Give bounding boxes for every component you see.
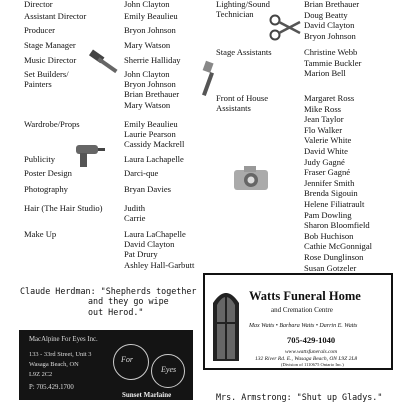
credit-role: Poster Design	[24, 168, 72, 178]
credit-role: Make Up	[24, 229, 57, 239]
credit-role: Set Builders/ Painters	[24, 69, 69, 90]
credit-names: Sherrie Halliday	[124, 55, 181, 65]
credit-role: Wardrobe/Props	[24, 119, 80, 129]
herdman-quote: Claude Herdman: "Shepherds together and they go wipe out Herod."	[20, 286, 197, 317]
watts-funeral-ad: Watts Funeral Home and Cremation Centre Max Watts • Barbara Watts • Darrin E. Watts 705-429-1040 www.wattsfunerals.com 132 River Rd. E., Wasaga Beach, ON L9Z 2L8 (Division of 1110675 Ontario Inc.)	[203, 273, 393, 370]
credit-names: John Clayton Bryon Johnson Brian Brethauer Mary Watson	[124, 69, 180, 110]
camera-icon	[232, 162, 272, 194]
credit-role: Stage Assistants	[216, 47, 272, 57]
drill-icon	[72, 140, 106, 170]
credit-names: Christine Webb Tammie Buckler Marion Bell	[304, 47, 362, 79]
credit-names: Laura Lachapelle	[124, 154, 184, 164]
credit-role: Director	[24, 0, 53, 9]
credit-names: John Clayton	[124, 0, 170, 9]
credit-role: Assistant Director	[24, 11, 87, 21]
paintbrush-icon	[198, 60, 218, 98]
credit-role: Hair (The Hair Studio)	[24, 203, 103, 213]
for-eyes-logo: For Eyes	[113, 342, 187, 388]
funeral-home-name: Watts Funeral Home	[249, 289, 361, 303]
credit-role: Front of House Assistants	[216, 93, 269, 114]
credit-role: Music Director	[24, 55, 77, 65]
credit-role: Publicity	[24, 154, 56, 164]
ad-title: MacAlpine For Eyes Inc.	[29, 336, 98, 343]
credit-names: Mary Watson	[124, 40, 171, 50]
credit-names: Emily Beaulieu Laurie Pearson Cassidy Mackrell	[124, 119, 185, 150]
credit-role: Photography	[24, 184, 68, 194]
credit-names: Brian Brethauer Doug Beatty David Clayton Bryon Johnson	[304, 0, 360, 41]
credit-role: Lighting/Sound Technician	[216, 0, 270, 20]
scissors-icon	[268, 14, 302, 42]
phone-number: 705-429-1040	[287, 335, 336, 345]
credit-names: Emily Beaulieu	[124, 11, 178, 21]
credit-names: Darci-que	[124, 168, 159, 178]
credit-names: Judith Carrie	[124, 203, 146, 224]
credit-names: Laura LaChapelle David Clayton Pat Drury Ashley Hall-Garbutt	[124, 229, 195, 270]
armstrong-quote: Mrs. Armstrong: "Shut up Gladys."	[216, 392, 383, 402]
hammer-icon	[88, 48, 122, 78]
credit-names: Bryon Johnson	[124, 25, 176, 35]
credit-names: Bryan Davies	[124, 184, 172, 194]
window-logo-icon	[211, 283, 241, 361]
credit-names: Margaret Ross Mike Ross Jean Taylor Flo Walker Valerie White David White Judy Gagné Fraser Gagné Jennifer Smith Brenda Sigouin Helene Filiatrault Pam Dowling Sharon Bloomfield Bob Huchison Cathie McGonnigal Rose Dunglinson Susan Gotzeler	[304, 93, 373, 273]
macalpine-ad: MacAlpine For Eyes Inc. 133 - 33rd Street, Unit 3 Wasaga Beach, ON L9Z 2C2 P: 705.429.1700 For Eyes	[19, 330, 193, 400]
credit-role: Stage Manager	[24, 40, 76, 50]
credit-role: Producer	[24, 25, 56, 35]
